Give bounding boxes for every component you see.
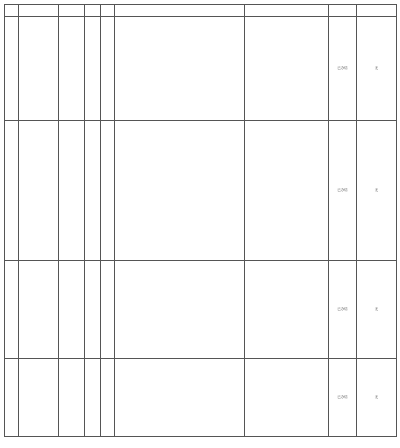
document-sheet	[4, 4, 396, 436]
cell-situation	[115, 121, 245, 261]
cell-seq	[5, 17, 19, 121]
cell-seq	[5, 359, 19, 437]
cell-code	[19, 17, 59, 121]
cell-result	[245, 121, 329, 261]
cell-area	[85, 121, 101, 261]
cell-situation	[115, 261, 245, 359]
case-table	[4, 4, 397, 437]
col-header-accountability	[357, 5, 397, 17]
col-header-result	[245, 5, 329, 17]
col-header-summary	[59, 5, 85, 17]
cell-type	[101, 261, 115, 359]
cell-situation	[115, 17, 245, 121]
cell-type	[101, 359, 115, 437]
cell-seq	[5, 261, 19, 359]
header-row	[5, 5, 397, 17]
cell-area	[85, 359, 101, 437]
cell-code	[19, 359, 59, 437]
cell-summary	[59, 261, 85, 359]
col-header-type	[101, 5, 115, 17]
cell-accountability: 无	[357, 359, 397, 437]
cell-result	[245, 261, 329, 359]
cell-status: 已办结	[329, 17, 357, 121]
col-header-seq	[5, 5, 19, 17]
col-header-situation	[115, 5, 245, 17]
col-header-code	[19, 5, 59, 17]
table-row	[5, 121, 397, 261]
cell-accountability: 无	[357, 261, 397, 359]
cell-area	[85, 261, 101, 359]
cell-accountability: 无	[357, 121, 397, 261]
col-header-area	[85, 5, 101, 17]
cell-type	[101, 121, 115, 261]
cell-area	[85, 17, 101, 121]
cell-status: 已办结	[329, 121, 357, 261]
table-row	[5, 17, 397, 121]
cell-result	[245, 359, 329, 437]
cell-code	[19, 261, 59, 359]
cell-accountability: 无	[357, 17, 397, 121]
cell-result	[245, 17, 329, 121]
cell-status: 已办结	[329, 261, 357, 359]
cell-status: 已办结	[329, 359, 357, 437]
cell-type	[101, 17, 115, 121]
cell-summary	[59, 359, 85, 437]
col-header-status	[329, 5, 357, 17]
cell-summary	[59, 17, 85, 121]
cell-situation	[115, 359, 245, 437]
cell-code	[19, 121, 59, 261]
table-row	[5, 359, 397, 437]
cell-summary	[59, 121, 85, 261]
cell-seq	[5, 121, 19, 261]
table-row	[5, 261, 397, 359]
